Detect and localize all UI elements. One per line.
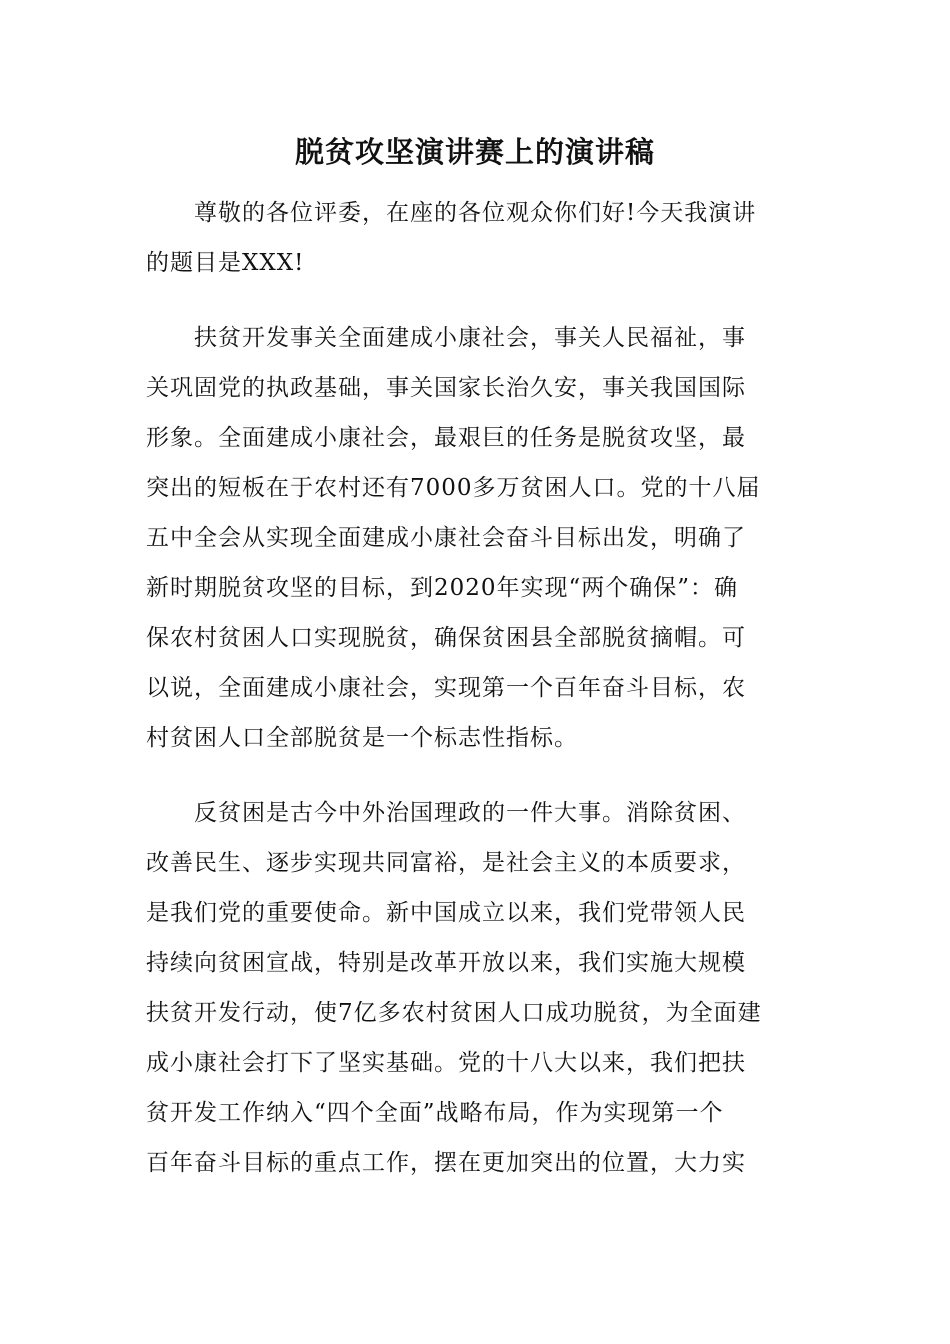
text-line: 五中全会从实现全面建成小康社会奋斗目标出发，明确了	[146, 525, 746, 551]
text-line: 的题目是XXX!	[146, 250, 305, 276]
text-line: 扶贫开发行动，使7亿多农村贫困人口成功脱贫，为全面建	[146, 1000, 762, 1026]
text-line: 反贫困是古今中外治国理政的一件大事。消除贫困、	[194, 800, 746, 826]
text-line: 成小康社会打下了坚实基础。党的十八大以来，我们把扶	[146, 1050, 746, 1076]
text-line: 保农村贫困人口实现脱贫，确保贫困县全部脱贫摘帽。可	[146, 625, 746, 651]
text-line: 村贫困人口全部脱贫是一个标志性指标。	[146, 725, 578, 751]
text-line: 改善民生、逐步实现共同富裕，是社会主义的本质要求，	[146, 850, 746, 876]
text-line: 关巩固党的执政基础，事关国家长治久安，事关我国国际	[146, 375, 746, 401]
document-body	[146, 188, 806, 1213]
text-line: 是我们党的重要使命。新中国成立以来，我们党带领人民	[146, 900, 746, 926]
text-line: 扶贫开发事关全面建成小康社会，事关人民福祉，事	[194, 325, 746, 351]
text-line: 以说，全面建成小康社会，实现第一个百年奋斗目标，农	[146, 675, 746, 701]
paragraph-poverty-alleviation	[146, 313, 806, 763]
text-line: 形象。全面建成小康社会，最艰巨的任务是脱贫攻坚，最	[146, 425, 746, 451]
paragraph-anti-poverty	[146, 788, 806, 1188]
text-line: 新时期脱贫攻坚的目标，到2020年实现“两个确保”：确	[146, 575, 739, 601]
paragraph-greeting	[146, 188, 806, 288]
text-line: 持续向贫困宣战，特别是改革开放以来，我们实施大规模	[146, 950, 746, 976]
text-line: 百年奋斗目标的重点工作，摆在更加突出的位置，大力实	[146, 1150, 746, 1176]
text-line: 突出的短板在于农村还有7000多万贫困人口。党的十八届	[146, 475, 761, 501]
document-title: 脱贫攻坚演讲赛上的演讲稿	[294, 135, 655, 169]
text-line: 尊敬的各位评委，在座的各位观众你们好!今天我演讲	[194, 200, 757, 226]
text-line: 贫开发工作纳入“四个全面”战略布局，作为实现第一个	[146, 1100, 724, 1126]
